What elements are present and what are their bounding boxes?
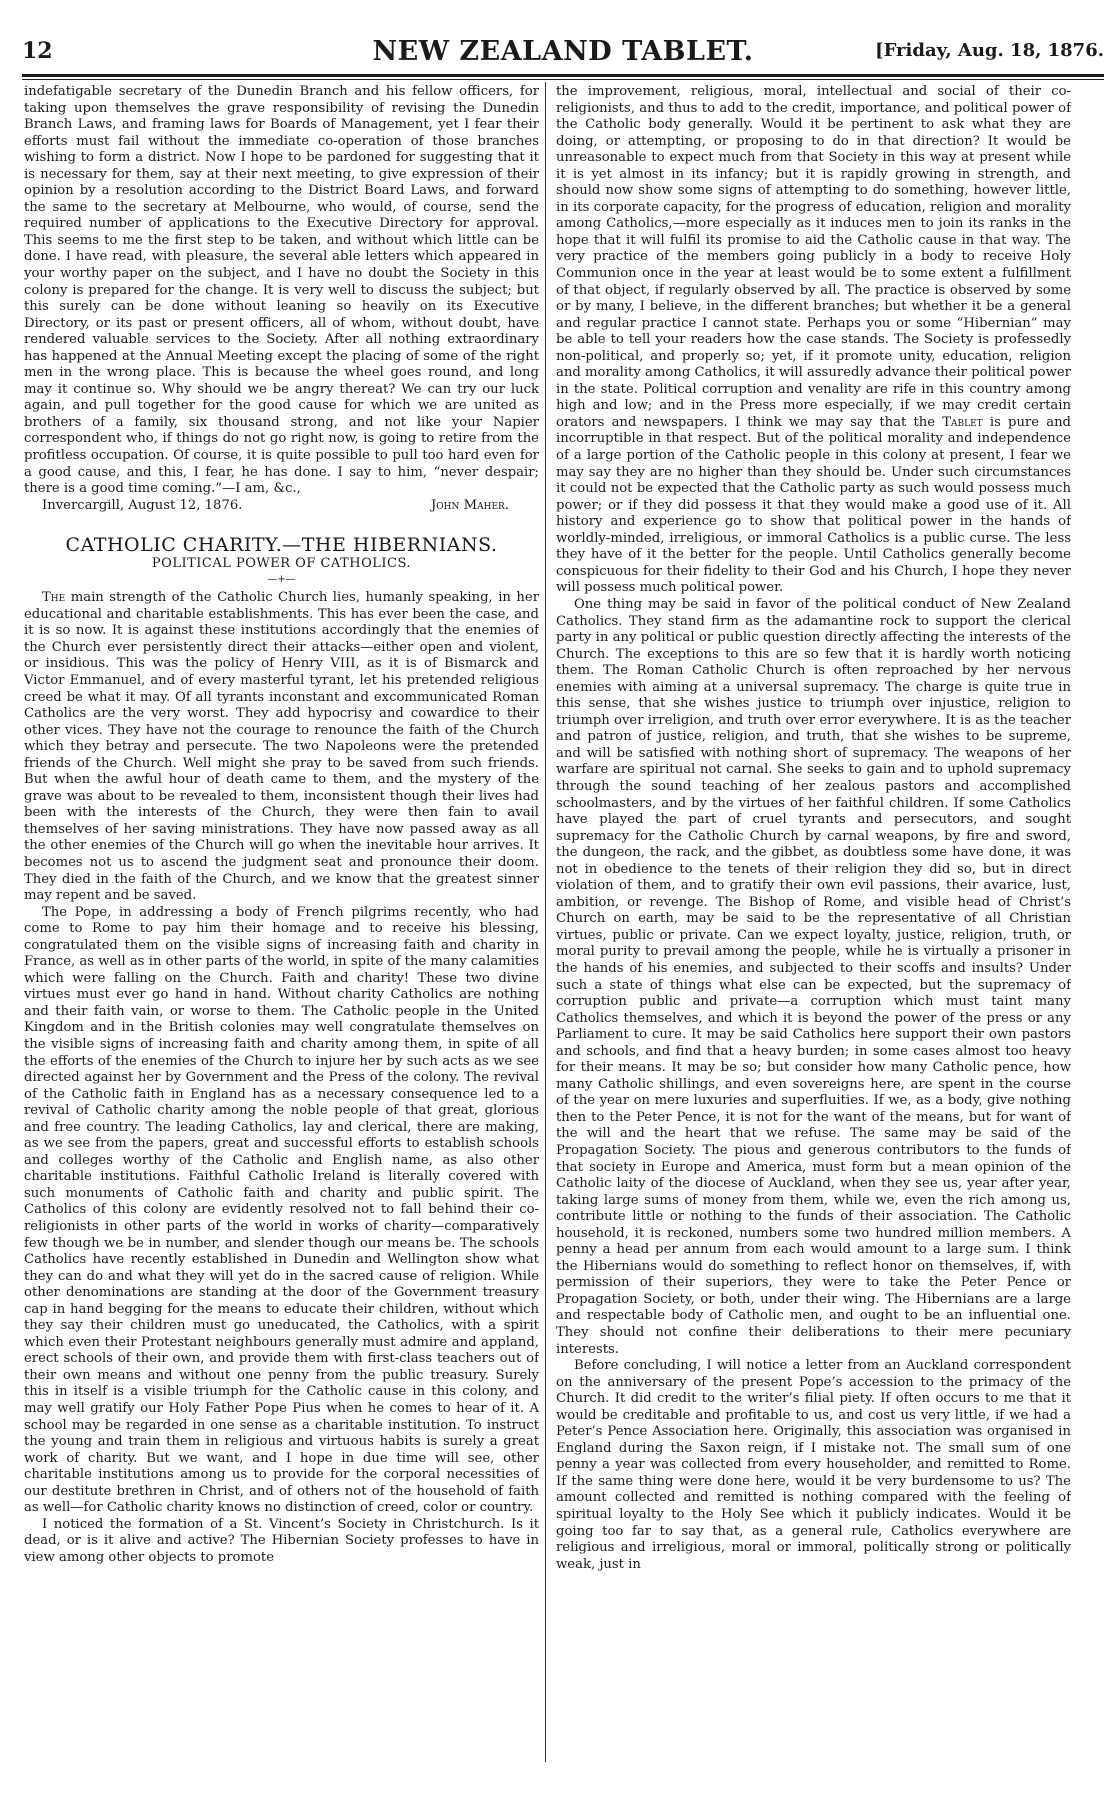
letter-author: John Maher.	[431, 497, 509, 513]
masthead	[22, 38, 1104, 72]
ornament-divider: —+—	[267, 574, 296, 586]
letter-place-date: Invercargill, August 12, 1876.	[42, 497, 243, 513]
letter-signature-line	[24, 498, 539, 515]
article-paragraph-text: the improvement, religious, moral, intellectual and social of their co-religionists, and thus to add to the credit, importance, and political power of the Catholic body generally. Would it be pertinent to ask what they are doing, or attempting, or proposing to do in that direction? It would be unreasonable to expect much from that Society in this way at present while it is yet almost in its infancy; but it is rapidly growing in strength, and should now show some signs of attempting to do something, however little, in its corporate capacity, for the progress of education, religion and morality among Catholics,—more especially as it induces men to join its ranks in the hope that it will fulfil its promise to aid the Catholic cause in that way. The very practice of the members going publicly in a body to receive Holy Communion once in the year at least would be to some extent a fulfillment of that object, if regularly observed by all. The practice is observed by some or by many, I believe, in the different branches; but whether it be a general and regular practice I cannot state. Perhaps you or some “Hibernian” may be able to tell your readers how the case stands. The Society is professedly non-political, and properly so; yet, if it promote unity, education, religion and morality among Catholics, it will assuredly advance their political power in the state. Political corruption and venality are rife in this country among high and low; and in the Press more especially, if we may credit certain orators and newspapers. I think we may say that the	[556, 84, 1071, 430]
article-lead-word: The	[42, 590, 66, 606]
article-paragraph: I noticed the formation of a St. Vincent’s Society in Christchurch. Is it dead, or is it alive and active? The Hibernian Society professes to have in view among other objects to promote	[24, 1516, 539, 1565]
article-paragraph: One thing may be said in favor of the political conduct of New Zealand Catholics. They stand firm as the adamantine rock to support the clerical party in any political or public question directly affecting the interests of the Church. The exceptions to this are so few that it is hardly worth noticing them. The Roman Catholic Church is often reproached by her nervous enemies with aiming at a universal supremacy. The charge is quite true in this sense, that she wishes justice to triumph over injustice, religion to triumph over irreligion, and truth over error everywhere. It is as the teacher and patron of justice, religion, and truth, that she wishes to be supreme, and will be satisfied with nothing short of supremacy. The weapons of her warfare are spiritual not carnal. She seeks to gain and to uphold supremacy through the sound teaching of her zealous pastors and accomplished schoolmasters, and by the virtues of her faithful children. If some Catholics have played the part of cruel tyrants and persecutors, and sought supremacy for the Catholic Church by carnal weapons, by fire and sword, the dungeon, the rack, and the gibbet, as doubtless some have done, it was not in obedience to the tenets of their religion they did so, but in direct violation of them, and to gratify their own evil passions, their avarice, lust, ambition, or revenge. The Bishop of Rome, and visible head of Christ’s Church on earth, may be said to be the representative of all Christian virtues, public or private. Can we expect loyalty, justice, religion, truth, or moral purity to prevail among the people, while he is virtually a prisoner in the hands of his enemies, and subjected to their scoffs and insults? Under such a state of things what else can be expected, but the supremacy of corruption public and private—a corruption which must taint many Catholics themselves, and which it is beyond the power of the press or any Parliament to cure. It may be said Catholics here support their own pastors and schools, and find that a heavy burden; in some cases almost too heavy for their means. It may be so; but consider how many Catholic pence, how many Catholic shillings, and even sovereigns here, are spent in the course of the year on mere luxuries and superfluities. If we, as a body, give nothing then to the Peter Pence, it is not for the want of the means, but for want of the will and the heart that we refuse. The same may be said of the Propagation Society. The pious and generous contributors to the funds of that society in Europe and America, must form but a mean opinion of the Catholic laity of the diocese of Auckland, when they see us, year after year, taking large sums of money from them, while we, even the rich among us, contribute little or nothing to the funds of their association. The Catholic household, it is reckoned, numbers some two hundred million members. A penny a head per annum from each would amount to a large sum. I think the Hibernians would do something to reflect honor on themselves, if, with permission of their superiors, they were to take the Peter Pence or Propagation Society, or both, under their wing. The Hibernians are a large and respectable body of Catholic men, and ought to be an influential one. They should not confine their deliberations to their mere pecuniary interests.	[556, 596, 1071, 1357]
article-paragraph	[556, 84, 1071, 597]
masthead-rule-thin	[22, 79, 1104, 80]
article-paragraph-text: main strength of the Catholic Church lies, humanly speaking, in her educational and charitable establishments. This has ever been the case, and it is so now. It is against these institutions accordingly that the enemies of the Church ever persistently direct their attacks—either open and violent, or insidious. This was the policy of Henry VIII, as it is of Bismarck and Victor Emmanuel, and of every masterful tyrant, let his pretended religious creed be what it may. Of all tyrants inconstant and excommunicated Roman Catholics are the very worst. They add hypocrisy and cowardice to their other vices. They have not the courage to renounce the faith of the Church which they betray and persecute. The two Napoleons were the pretended friends of the Church. Well might she pray to be saved from such friends. But when the awful hour of death came to them, and the mystery of the grave was about to be revealed to them, inconsistent though their lives had been with the interests of the Church, they were then fain to avail themselves of her saving ministrations. They have now passed away as all the other enemies of the Church will go when the inevitable hour arrives. It becomes not us to ascend the judgment seat and pronounce their doom. They died in the faith of the Church, and we know that the greatest sinner may repent and be saved.	[24, 590, 539, 904]
right-column	[556, 84, 1071, 1764]
article-paragraph: The Pope, in addressing a body of French pilgrims recently, who had come to Rome to pay him their homage and to receive his blessing, congratulated them on the visible signs of increasing faith and charity in France, as well as in other parts of the world, in spite of the many calamities which were falling on the Church. Faith and charity! These two divine virtues must ever go hand in hand. Without charity Catholics are nothing and their faith vain, or worse to them. The Catholic people in the United Kingdom and in the British colonies may well congratulate themselves on the visible signs of increasing faith and charity among them, in spite of all the efforts of the enemies of the Church to injure her by such acts as we see directed against her by Government and the Press of the colony. The revival of the Catholic faith in England has as a necessary consequence led to a revival of Catholic charity among the noble people of that great, glorious and free country. The leading Catholics, lay and clerical, there are making, as we see from the papers, great and successful efforts to establish schools and colleges worthy of the Catholic and English name, as also other charitable institutions. Faithful Catholic Ireland is literally covered with such monuments of Catholic faith and charity and public spirit. The Catholics of this colony are evidently resolved not to fall behind their co-religionists in other parts of the world in works of charity—comparatively few though we be in number, and slender though our means be. The schools Catholics have recently established in Dunedin and Wellington show what they can do and what they will yet do in the sacred cause of religion. While other denominations are standing at the door of the Government treasury cap in hand begging for the means to educate their children, without which they say their children must go uneducated, the Catholics, with a spirit which even their Protestant neighbours generally must admire and appland, erect schools of their own, and provide them with first-class teachers out of their own means and without one penny from the public treasury. Surely this in itself is a visible triumph for the Catholic cause in this colony, and may well gratify our Holy Father Pope Pius when he comes to hear of it. A school may be regarded in one sense as a charitable institution. To instruct the young and train them in religious and virtuous habits is surely a great work of charity. But we want, and I hope in due time will see, other charitable institutions among us to provide for the corporal necessities of our destitute brethren in Christ, and of others not of the household of faith as well—for Catholic charity knows no distinction of creed, color or country.	[24, 904, 539, 1516]
article-subheading: POLITICAL POWER OF CATHOLICS.	[151, 556, 412, 572]
column-divider	[545, 82, 546, 1762]
left-column	[24, 84, 539, 1764]
article-paragraph: Before concluding, I will notice a letter from an Auckland correspondent on the anniversary of the present Pope’s accession to the primacy of the Church. It did credit to the writer’s filial piety. If often occurs to me that it would be creditable and profitable to us, and cost us very little, if we had a Peter’s Pence Association here. Originally, this association was organised in England during the Saxon reign, if I mistake not. The small sum of one penny a year was collected from every householder, and remitted to Rome. If the same thing were done here, would it be very burdensome to us? The amount collected and remitted is nothing compared with the feeling of spiritual loyalty to the Holy See which it publicly indicates. Would it be going too far to say that, as a general rule, Catholics everywhere are religious and irreligious, moral or immoral, politically strong or politically weak, just in	[556, 1358, 1071, 1572]
masthead-rule-thick	[22, 74, 1104, 77]
tablet-reference: Tablet	[942, 414, 983, 430]
newspaper-title: NEW ZEALAND TABLET.	[372, 36, 754, 67]
letter-continuation: indefatigable secretary of the Dunedin Branch and his fellow officers, for taking upon themselves the grave responsibility of revising the Dunedin Branch Laws, and framing laws for Boards of Management, yet I fear their efforts must fail without the immediate co-operation of those branches wishing to form a district. Now I hope to be pardoned for suggesting that it is necessary for them, say at their next meeting, to give expression of their opinion by a resolution according to the District Board Laws, and forward the same to the secretary at Melbourne, who would, of course, send the required number of applications to the Executive Directory for approval. This seems to me the first step to be taken, and without which little can be done. I have read, with pleasure, the several able letters which appeared in your worthy paper on the subject, and I have no doubt the Society in this colony is prepared for the change. It is very well to discuss the subject; but this surely can be done without leaning so heavily on its Executive Directory, or its past or present officers, all of whom, without doubt, have rendered valuable services to the Society. After all nothing extraordinary has happened at the Annual Meeting except the placing of some of the right men in the wrong place. This is because the wheel goes round, and long may it continue so. Why should we be angry thereat? We can try our luck again, and pull together for the good cause for which we are united as brothers of a family, six thousand strong, and not like your Napier correspondent who, if things do not go right now, is going to retire from the profitless occupation. Of course, it is quite possible to pull too hard even for a good cause, and this, I fear, he has done. I say to him, “never despair; there is a good time coming.”—I am, &c.,	[24, 84, 539, 497]
article-paragraph-text: is pure and incorruptible in that respect. But of the political morality and independence of a large portion of the Catholic people in this colony at present, I fear we may say they are no higher than they should be. Under such circumstances it could not be expected that the Catholic party as such would possess much power; or if they did possess it that they would make a good use of it. All history and experience go to show that political power in the hands of worldly-minded, irreligious, or immoral Catholics is a public curse. The less they have of it the better for the people. Until Catholics generally become conspicuous for their fidelity to their God and his Church, I hope they never will possess much political power.	[556, 414, 1071, 596]
article-paragraph	[24, 590, 539, 904]
issue-date: [Friday, Aug. 18, 1876.	[875, 40, 1104, 61]
page-number: 12	[22, 38, 53, 64]
article-headline: CATHOLIC CHARITY.—THE HIBERNIANS.	[65, 534, 498, 557]
